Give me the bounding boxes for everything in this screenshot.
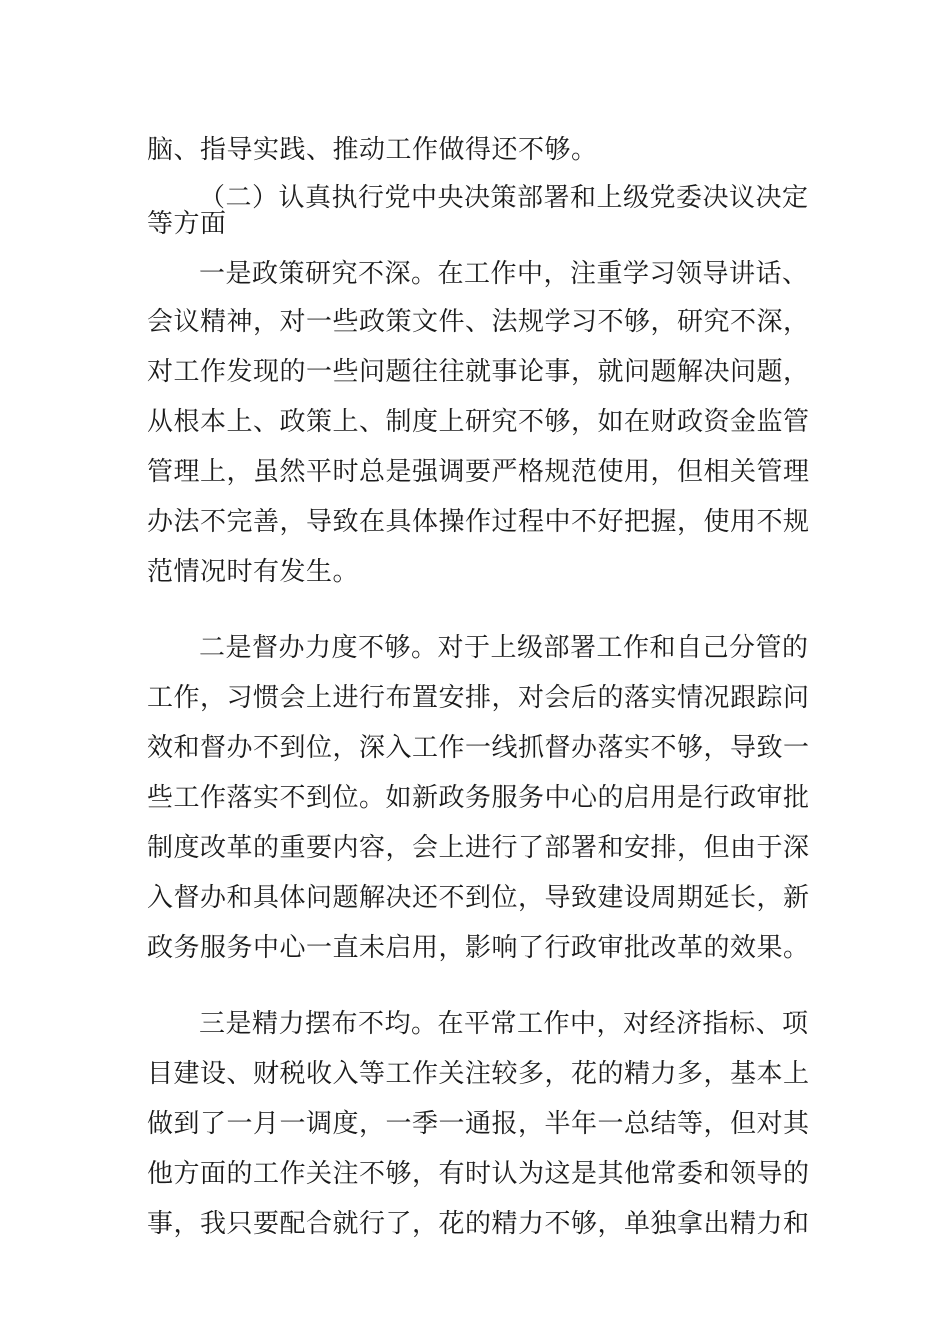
paragraph-line: 三是精力摆布不均。在平常工作中，对经济指标、项 xyxy=(199,1009,809,1039)
paragraph-line: 二是督办力度不够。对于上级部署工作和自己分管的 xyxy=(199,633,809,663)
paragraph-line: 效和督办不到位，深入工作一线抓督办落实不够，导致一 xyxy=(147,733,810,763)
paragraph-line: 目建设、财税收入等工作关注较多，花的精力多，基本上 xyxy=(147,1059,810,1089)
section-heading-line: （二）认真执行党中央决策部署和上级党委决议决定 xyxy=(199,183,809,213)
paragraph-line: 入督办和具体问题解决还不到位，导致建设周期延长，新 xyxy=(147,883,810,913)
paragraph-line: 从根本上、政策上、制度上研究不够，如在财政资金监管 xyxy=(147,407,810,437)
paragraph-line: 对工作发现的一些问题往往就事论事，就问题解决问题， xyxy=(147,357,810,387)
paragraph-line: 办法不完善，导致在具体操作过程中不好把握，使用不规 xyxy=(147,507,810,537)
paragraph-line: 范情况时有发生。 xyxy=(147,557,360,587)
paragraph-line: 政务服务中心一直未启用，影响了行政审批改革的效果。 xyxy=(147,933,810,963)
paragraph-line: 脑、指导实践、推动工作做得还不够。 xyxy=(147,135,598,165)
paragraph-line: 做到了一月一调度，一季一通报，半年一总结等，但对其 xyxy=(147,1109,810,1139)
paragraph-line: 会议精神，对一些政策文件、法规学习不够，研究不深， xyxy=(147,307,810,337)
paragraph-line: 事，我只要配合就行了，花的精力不够，单独拿出精力和 xyxy=(147,1209,810,1239)
paragraph-line: 管理上，虽然平时总是强调要严格规范使用，但相关管理 xyxy=(147,457,810,487)
paragraph-line: 制度改革的重要内容，会上进行了部署和安排，但由于深 xyxy=(147,833,810,863)
paragraph-line: 他方面的工作关注不够，有时认为这是其他常委和领导的 xyxy=(147,1159,810,1189)
section-heading-line: 等方面 xyxy=(147,209,227,239)
paragraph-line: 工作，习惯会上进行布置安排，对会后的落实情况跟踪问 xyxy=(147,683,810,713)
paragraph-line: 一是政策研究不深。在工作中，注重学习领导讲话、 xyxy=(199,259,809,289)
paragraph-line: 些工作落实不到位。如新政务服务中心的启用是行政审批 xyxy=(147,783,810,813)
